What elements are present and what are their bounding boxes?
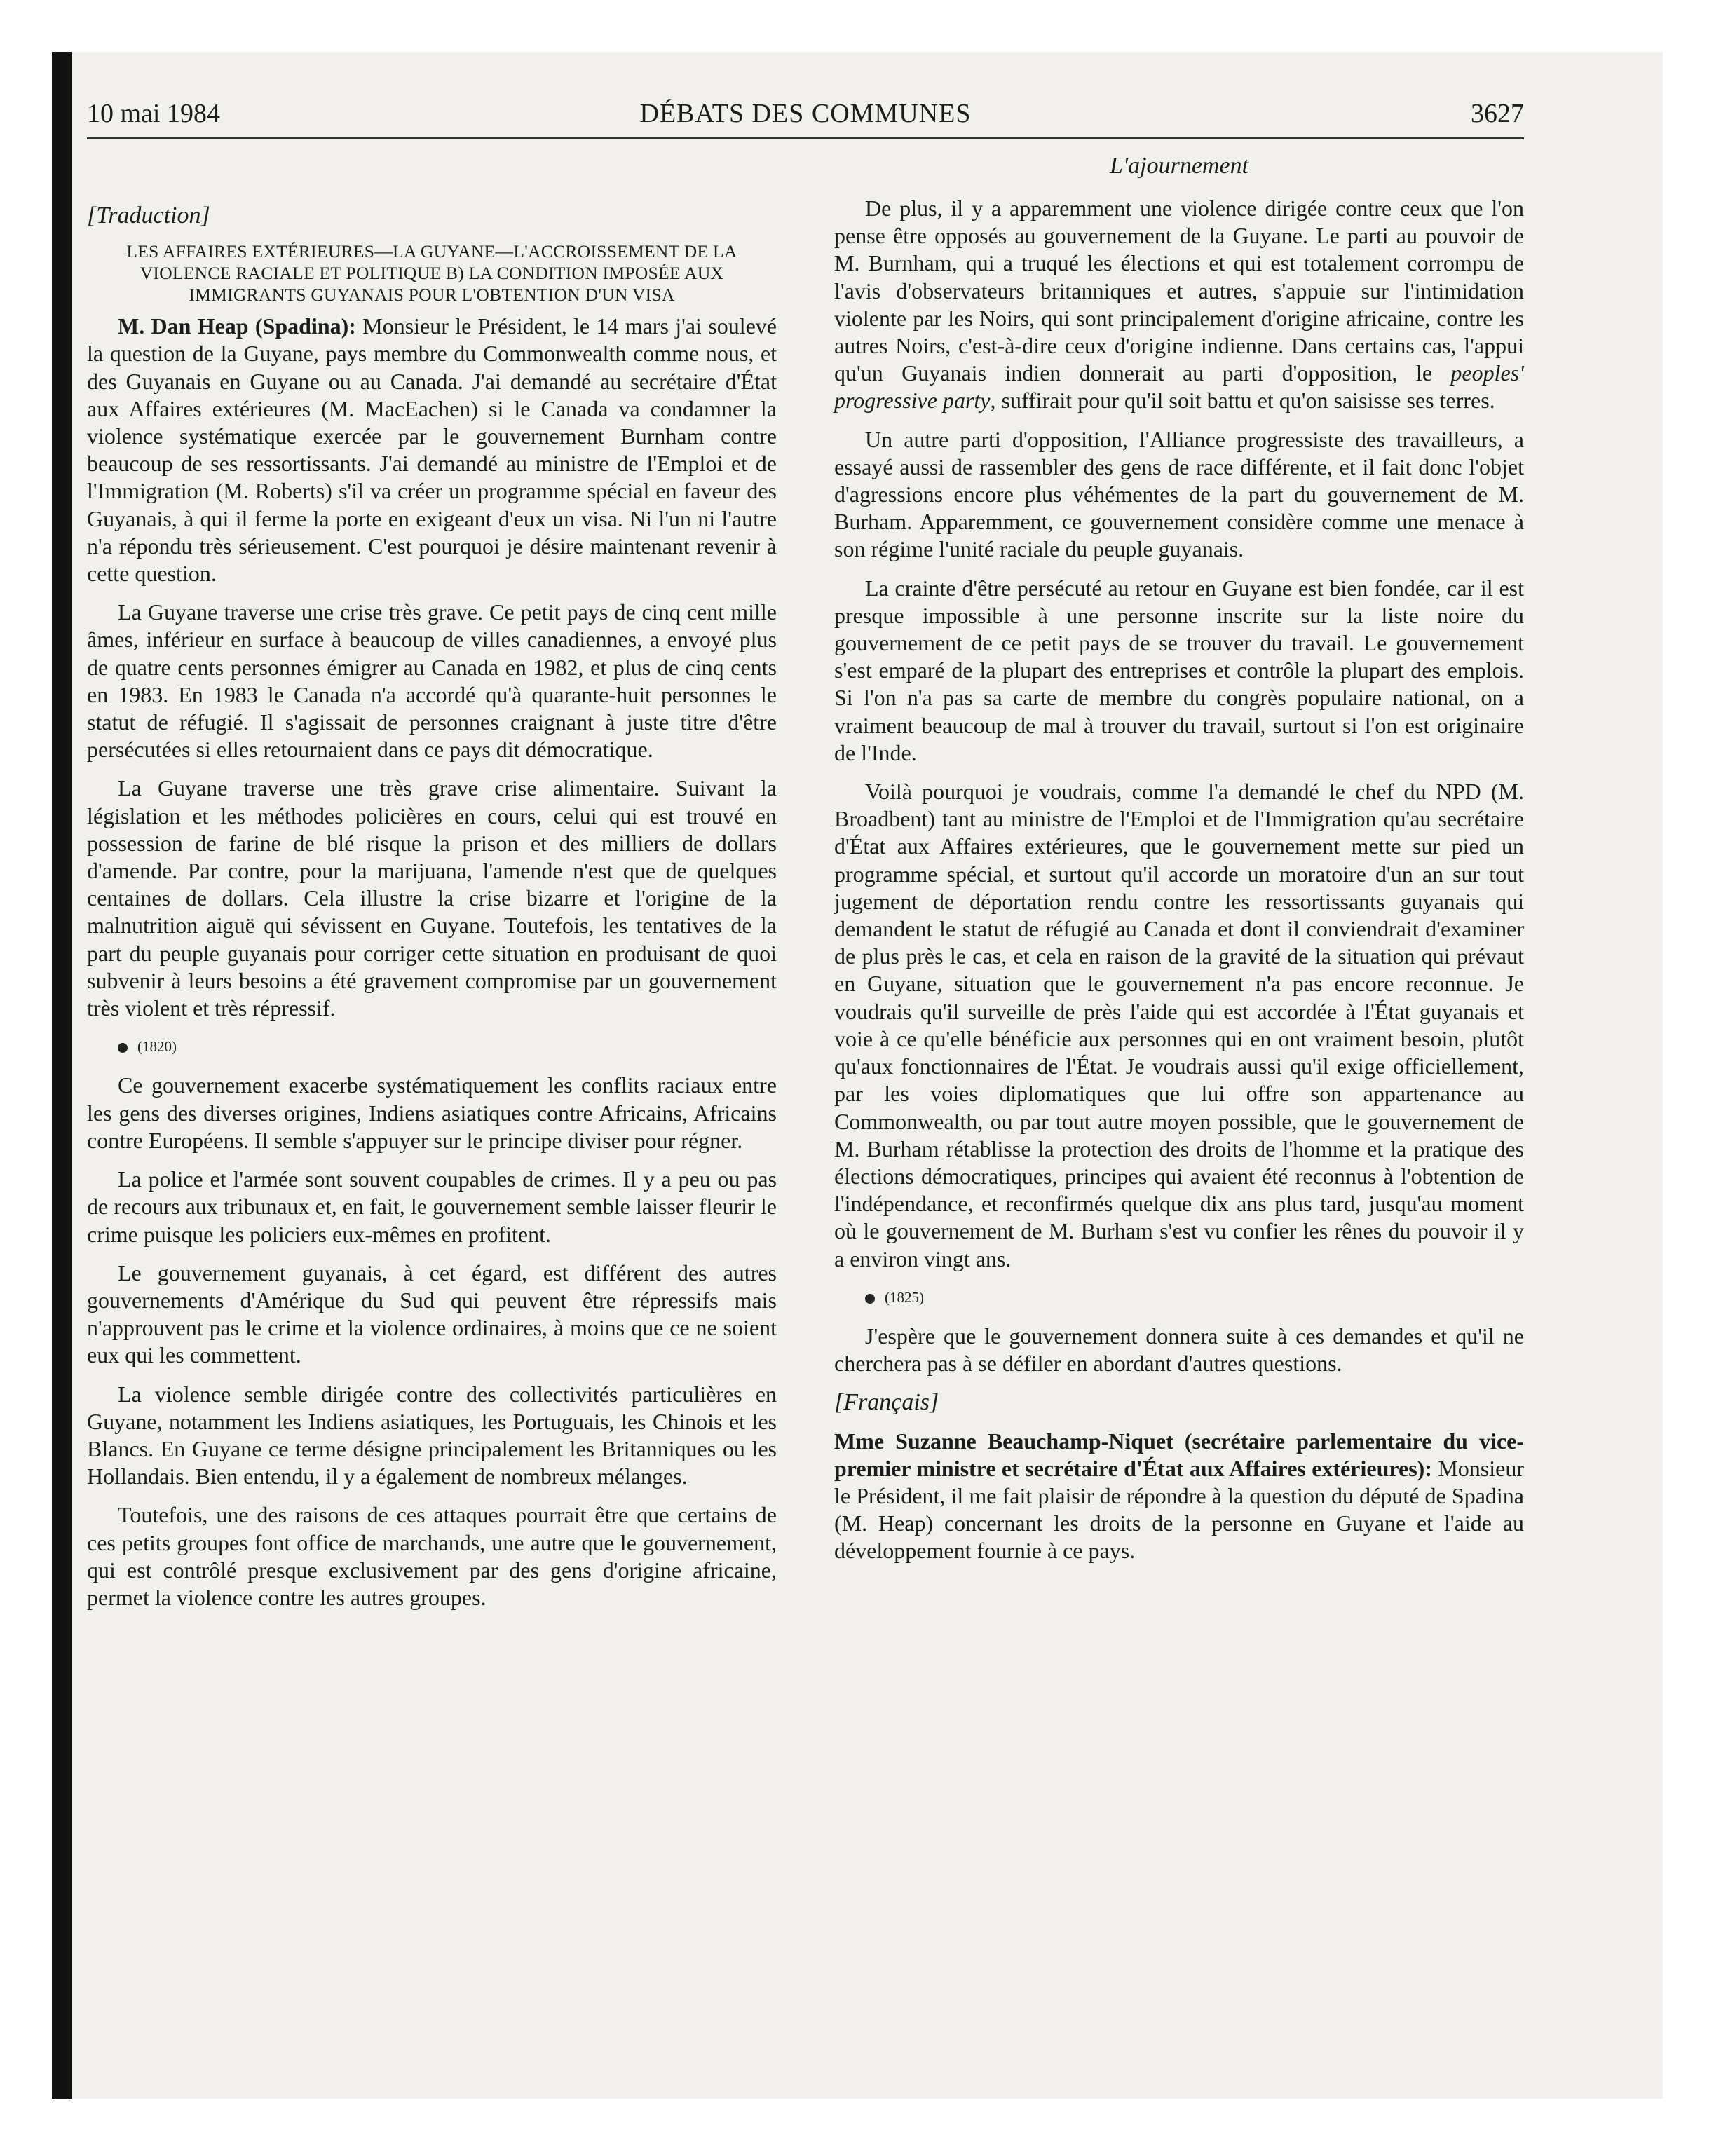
header-rule [87,137,1524,139]
paragraph: Toutefois, une des raisons de ces attaques pourrait être que certains de ces petits groupes font office de marchands, une autre que le gouvernement, qui est contrôlé presque exclusivement par des gens d'origine africaine, permet la violence contre les autres groupes. [87,1502,777,1610]
paragraph: La Guyane traverse une très grave crise alimentaire. Suivant la législation et les méthodes policières en cours, celui qui est trouvé en possession de farine de blé risque la prison et des milliers de dollars d'amende. Par contre, pour la marijuana, l'amende n'est que de quelques centaines de dollars. Cela illustre la crise bizarre et l'origine de la malnutrition aiguë qui sévissent en Guyane. Toutefois, les tentatives de la part du peuple guyanais pour corriger cette situation en produisant de quoi subvenir à leurs besoins a été gravement compromise par un gouvernement très violent et très répressif. [87,775,777,1021]
paragraph: La Guyane traverse une crise très grave. Ce petit pays de cinq cent mille âmes, inférieur en surface à beaucoup de villes canadiennes, a envoyé plus de quatre cents personnes émigrer au Canada en 1982, et plus de cinq cents en 1983. En 1983 le Canada n'a accordé qu'à quarante-huit personnes le statut de réfugié. Il s'agissait de personnes craignant à juste titre d'être persécutées si elles retournaient dans ce pays dit démocratique. [87,599,777,763]
paragraph: J'espère que le gouvernement donnera suite à ces demandes et qu'il ne cherchera pas à se défiler en abordant d'autres questions. [834,1323,1524,1377]
binding-edge [52,52,72,2099]
paragraph: Le gouvernement guyanais, à cet égard, est différent des autres gouvernements d'Amérique du Sud qui peuvent être répressifs mais n'approuvent pas le crime et la violence ordinaires, à moins que ce ne soient eux qui les commettent. [87,1260,777,1368]
paragraph: Voilà pourquoi je voudrais, comme l'a demandé le chef du NPD (M. Broadbent) tant au ministre de l'Emploi et de l'Immigration qu'au secrétaire d'État aux Affaires extérieures, que le gouvernement mette sur pied un programme spécial, et surtout qu'il accorde un moratoire d'un an sur tout jugement de déportation rendu contre les ressortissants guyanais qui demandent le statut de réfugié au Canada et dont il conviendrait d'examiner de plus près le cas, et cela en raison de la gravité de la situation qui prévaut en Guyane, situation que le gouvernement n'a pas encore reconnue. Je voudrais qu'il surveille de près l'aide qui est accordée à l'État guyanais et voie à ce qu'elle bénéficie aux personnes qui en ont vraiment besoin, plutôt qu'aux fonctionnaires de l'État. Je voudrais aussi qu'il exige officiellement, par les voies diplomatiques que lui offre son appartenance au Commonwealth, ou par tout autre moyen possible, que le gouvernement de M. Burham rétablisse la protection des droits de l'homme et la pratique des élections démocratiques, principes qui avaient été reconnus à l'obtention de l'indépendance, et reconfirmés quelque dix ans plus tard, jusqu'au moment où le gouvernement de M. Burham s'est vu confier les rênes du pouvoir il y a environ vingt ans. [834,779,1524,1271]
paragraph [834,1428,1524,1565]
header-title: DÉBATS DES COMMUNES [639,99,972,128]
time-marker-label: (1825) [885,1288,924,1306]
page-header [87,98,1524,135]
right-column [834,195,1524,1576]
paragraph-text: Monsieur le Président, le 14 mars j'ai soulevé la question de la Guyane, pays membre du Commonwealth comme nous, et des Guyanais en Guyane ou au Canada. J'ai demandé au secrétaire d'État aux Affaires extérieures (M. MacEachen) si le Canada va condamner la violence systématique exercée par le gouvernement Burnham contre beaucoup de ses ressortissants. J'ai demandé au ministre de l'Emploi et de l'Immigration (M. Roberts) s'il va créer un programme spécial en faveur des Guyanais, à qui il ferme la porte en exigeant d'eux un visa. Ni l'un ni l'autre n'a répondu très sérieusement. C'est pourquoi je désire maintenant revenir à cette question. [87,313,777,587]
paragraph-text: De plus, il y a apparemment une violence dirigée contre ceux que l'on pense être opposés au gouvernement de la Guyane. Le parti au pouvoir de M. Burnham, qui a truqué les élections et qui est totalement corrompu de l'avis d'observateurs britanniques et autres, s'appuie sur l'intimidation violente par les Noirs, qui sont principalement d'origine africaine, contre les autres Noirs, c'est-à-dire ceux d'origine indienne. Dans certains cas, l'appui qu'un Guyanais indien donnerait au parti d'opposition, le [834,196,1524,386]
language-tag: [Français] [834,1389,939,1416]
paragraph: Un autre parti d'opposition, l'Alliance progressiste des travailleurs, a essayé aussi de rassembler des gens de race différente, et il fait donc l'objet d'agressions encore plus véhémentes de la part du gouvernement de M. Burham. Apparemment, ce gouvernement considère comme une menace à son régime l'unité raciale du peuple guyanais. [834,426,1524,562]
time-marker [87,1033,777,1060]
paragraph: La police et l'armée sont souvent coupables de crimes. Il y a peu ou pas de recours aux tribunaux et, en fait, le gouvernement semble laisser fleurir le crime puisque les policiers eux-mêmes en profitent. [87,1166,777,1247]
paragraph-text: Monsieur le Président, il me fait plaisir de répondre à la question du député de Spadina (M. Heap) concernant les droits de la personne en Guyane et l'aide au développement fournie à ce pays. [834,1455,1525,1564]
time-marker-label: (1820) [137,1038,177,1056]
paragraph: La crainte d'être persécuté au retour en Guyane est bien fondée, car il est presque impossible à une personne inscrite sur la liste noire du gouvernement de ce petit pays de se trouver du travail. Le gouvernement s'est emparé de la plupart des entreprises et contrôle la plupart des emplois. Si l'on n'a pas sa carte de membre du congrès populaire national, on a vraiment beaucoup de mal à trouver du travail, surtout si l'on est originaire de l'Inde. [834,575,1524,765]
running-head: L'ajournement [1109,153,1249,179]
left-column [87,196,777,1623]
party-name: peoples' progressive party [834,360,1524,414]
paragraph: Ce gouvernement exacerbe systématiquement les conflits raciaux entre les gens des diverses origines, Indiens asiatiques contre Africains, Africains contre Européens. Il semble s'appuyer sur le principe diviser pour régner. [87,1072,777,1153]
bullet-icon [118,1043,128,1053]
section-heading: LES AFFAIRES EXTÉRIEURES—LA GUYANE—L'ACCROISSEMENT DE LA VIOLENCE RACIALE ET POLITIQUE B) LA CONDITION IMPOSÉE AUX IMMIGRANTS GUYANAIS POUR L'OBTENTION D'UN VISA [126,241,737,306]
header-date: 10 mai 1984 [87,99,220,128]
time-marker [834,1284,1524,1311]
paragraph-text: , suffirait pour qu'il soit battu et qu'on saisisse ses terres. [990,388,1495,414]
speaker-name: Mme Suzanne Beauchamp-Niquet (secrétaire parlementaire du vice-premier ministre et secrétaire d'État aux Affaires extérieures): [834,1428,1524,1481]
paragraph: La violence semble dirigée contre des collectivités particulières en Guyane, notamment les Indiens asiatiques, les Portuguais, les Chinois et les Blancs. En Guyane ce terme désigne principalement les Britanniques ou les Hollandais. Bien entendu, il y a également de nombreux mélanges. [87,1381,777,1489]
paragraph [834,195,1524,415]
paragraph [87,313,777,587]
translation-tag: [Traduction] [87,203,210,228]
bullet-icon [865,1294,875,1304]
page-number: 3627 [1471,99,1524,128]
speaker-name: M. Dan Heap (Spadina): [118,313,356,339]
